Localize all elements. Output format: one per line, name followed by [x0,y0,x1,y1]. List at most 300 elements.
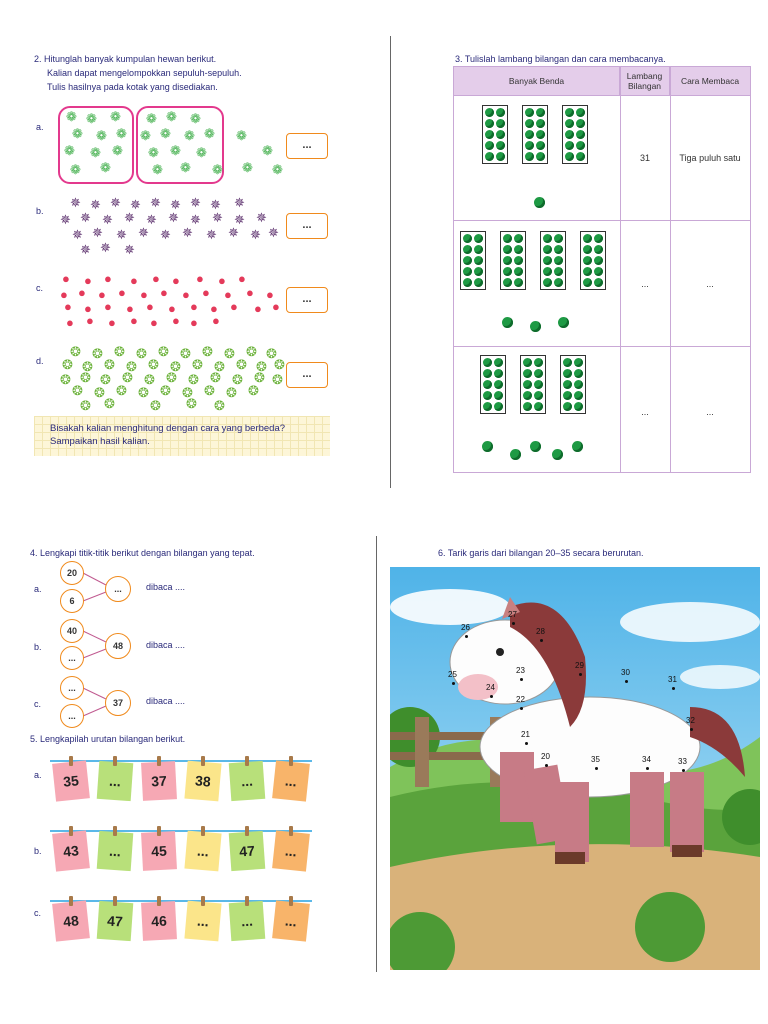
butterfly-icon: ❁ [184,128,195,143]
grasshopper-icon: ❂ [246,344,257,359]
counter-dot [496,152,505,161]
butterfly-icon: ❁ [148,145,159,160]
q2-note-line1: Bisakah kalian menghitung dengan cara yang berbeda? [50,423,286,434]
ant-icon: ✵ [110,195,121,210]
clothespin-icon [201,896,205,906]
counter-dot [485,108,494,117]
row1-symbol: 31 [639,153,650,163]
clothespin-icon [289,896,293,906]
row2-symbol[interactable]: ... [641,279,649,289]
ant-icon: ✵ [210,197,221,212]
connect-dot[interactable] [625,680,628,683]
counter-dot [463,278,472,287]
dot-number: 27 [508,610,517,619]
grasshopper-icon: ❂ [256,359,267,374]
butterfly-icon: ❁ [272,162,283,177]
butterfly-icon: ❁ [112,143,123,158]
grasshopper-icon: ❂ [94,385,105,400]
grasshopper-icon: ❂ [100,372,111,387]
ladybug-icon: ● [182,287,190,302]
counter-dot [514,234,523,243]
clothespin-icon [289,826,293,836]
ant-icon: ✵ [124,210,135,225]
connect-dot[interactable] [465,635,468,638]
single-counter [510,449,521,460]
counter-dot [536,141,545,150]
ladybug-icon: ● [254,301,262,316]
butterfly-icon: ❁ [152,162,163,177]
connect-dot[interactable] [525,742,528,745]
dot-number: 25 [448,670,457,679]
counter-dot [594,278,603,287]
counter-dot [576,108,585,117]
grasshopper-icon: ❂ [82,359,93,374]
butterfly-icon: ❁ [86,111,97,126]
divider-top [390,36,391,488]
header-cara-membaca: Cara Membaca [670,67,750,95]
connect-dot[interactable] [690,728,693,731]
grasshopper-icon: ❂ [274,357,285,372]
clothespin-icon [201,826,205,836]
clothespin-icon [157,826,161,836]
ant-icon: ✵ [100,240,111,255]
number-card: 37 [141,761,177,801]
clothespin-icon [245,756,249,766]
single-counter [534,197,545,208]
counter-dot [565,152,574,161]
butterfly-icon: ❁ [242,160,253,175]
q4a-top: 20 [60,561,84,585]
counter-dot [525,141,534,150]
counter-dot [483,402,492,411]
counter-dot [523,369,532,378]
counter-dot [554,267,563,276]
number-card[interactable]: ... [97,831,134,871]
counter-dot [523,358,532,367]
q4c-bottom[interactable]: ... [60,704,84,728]
row2-reading[interactable]: ... [706,279,714,289]
butterfly-icon: ❁ [196,145,207,160]
ten-frame [522,105,548,164]
connect-dot[interactable] [672,687,675,690]
clothespin-icon [113,826,117,836]
counter-dot [576,141,585,150]
clothesline [50,760,312,762]
ant-icon: ✵ [92,225,103,240]
grasshopper-icon: ❂ [116,383,127,398]
ladybug-icon: ● [150,315,158,330]
butterfly-icon: ❁ [100,160,111,175]
butterfly-icon: ❁ [160,126,171,141]
number-card: 38 [184,761,221,802]
counter-dot [574,391,583,400]
grasshopper-icon: ❂ [248,383,259,398]
number-card: 43 [52,830,90,871]
counter-dot [485,130,494,139]
counter-dot [523,402,532,411]
ant-icon: ✵ [60,212,71,227]
q4b-read[interactable]: dibaca .... [146,640,186,650]
ladybug-icon: ● [152,271,160,286]
counter-dot [496,130,505,139]
counter-dot [503,234,512,243]
counter-dot [565,141,574,150]
ladybug-icon: ● [272,299,280,314]
counter-dot [474,245,483,254]
counter-dot [594,256,603,265]
single-counter [482,441,493,452]
counter-dot [574,380,583,389]
ant-icon: ✵ [130,197,141,212]
butterfly-icon: ❁ [180,160,191,175]
counter-dot [496,108,505,117]
ladybug-icon: ● [172,273,180,288]
counter-dot [594,245,603,254]
q3-title: 3. Tulislah lambang bilangan dan cara membacanya. [455,54,666,64]
counter-dot [503,278,512,287]
connect-dot[interactable] [512,622,515,625]
grasshopper-icon: ❂ [60,372,71,387]
butterfly-icon: ❁ [72,126,83,141]
q4-connector-lines [0,0,300,740]
divider-bottom [376,536,377,972]
ladybug-icon: ● [118,285,126,300]
q2d-label: d. [36,356,44,366]
grasshopper-icon: ❂ [182,385,193,400]
grasshopper-icon: ❂ [188,372,199,387]
q2c-label: c. [36,283,44,293]
grasshopper-icon: ❂ [266,346,277,361]
ladybug-icon: ● [224,287,232,302]
butterfly-icon: ❁ [170,143,181,158]
ten-frame [562,105,588,164]
grasshopper-icon: ❂ [204,383,215,398]
q4b-top: 40 [60,619,84,643]
dot-number: 32 [686,716,695,725]
grasshopper-icon: ❂ [272,372,283,387]
ladybug-icon: ● [230,299,238,314]
counter-dot [563,402,572,411]
q2-line2: Kalian dapat mengelompokkan sepuluh-sepuluh. [47,68,242,78]
ladybug-icon: ● [84,273,92,288]
connect-dot[interactable] [579,673,582,676]
counter-dot [494,358,503,367]
counter-dot [463,234,472,243]
counter-dot [543,267,552,276]
ant-icon: ✵ [256,210,267,225]
counter-dot [576,119,585,128]
counter-dot [503,245,512,254]
connect-dot[interactable] [520,678,523,681]
ten-frame [520,355,546,414]
grasshopper-icon: ❂ [92,346,103,361]
butterfly-icon: ❁ [262,143,273,158]
counter-dot [563,380,572,389]
counter-dot [496,119,505,128]
connect-dot[interactable] [545,764,548,767]
butterfly-icon: ❁ [146,111,157,126]
grasshopper-icon: ❂ [62,357,73,372]
q4a-label: a. [34,584,42,594]
ladybug-icon: ● [126,301,134,316]
ten-frame [482,105,508,164]
grasshopper-icon: ❂ [122,370,133,385]
ladybug-icon: ● [78,285,86,300]
q5a-label: a. [34,770,42,780]
butterfly-icon: ❁ [116,126,127,141]
connect-dot[interactable] [520,707,523,710]
counter-dot [525,108,534,117]
q2-line3: Tulis hasilnya pada kotak yang disediakan. [47,82,218,92]
grasshopper-icon: ❂ [72,383,83,398]
counter-dot [563,369,572,378]
q4c-total: 37 [105,690,131,716]
ladybug-icon: ● [104,271,112,286]
counter-dot [565,108,574,117]
grasshopper-icon: ❂ [158,344,169,359]
ant-icon: ✵ [168,210,179,225]
ant-icon: ✵ [250,227,261,242]
ten-frame [460,231,486,290]
counter-dot [565,130,574,139]
ant-icon: ✵ [268,225,279,240]
ten-frame [580,231,606,290]
ant-icon: ✵ [146,212,157,227]
counter-dot [543,278,552,287]
grasshopper-icon: ❂ [232,372,243,387]
header-lambang-bilangan: Lambang Bilangan [620,67,670,95]
connect-dot[interactable] [682,769,685,772]
dot-number: 30 [621,668,630,677]
grasshopper-icon: ❂ [104,357,115,372]
row3-symbol[interactable]: ... [641,407,649,417]
ant-icon: ✵ [124,242,135,257]
dot-number: 29 [575,661,584,670]
grasshopper-icon: ❂ [180,346,191,361]
counter-dot [583,245,592,254]
q2c-answer-box[interactable]: ... [286,287,328,313]
counter-dot [485,119,494,128]
q4c-top[interactable]: ... [60,676,84,700]
dot-number: 23 [516,666,525,675]
horse-illustration [390,567,760,970]
ladybug-icon: ● [146,299,154,314]
q2b-label: b. [36,206,44,216]
number-card[interactable]: ... [229,761,266,801]
header-banyak-benda: Banyak Benda [454,67,620,95]
single-counter [552,449,563,460]
counter-dot [583,234,592,243]
counter-dot [514,256,523,265]
counter-dot [534,358,543,367]
connect-dot[interactable] [490,695,493,698]
grasshopper-icon: ❂ [254,370,265,385]
number-card[interactable]: ... [272,760,310,801]
q2b-answer-box[interactable]: ... [286,213,328,239]
q2-title: 2. Hitunglah banyak kumpulan hewan berikut. [34,54,217,64]
butterfly-icon: ❁ [204,126,215,141]
ladybug-icon: ● [202,285,210,300]
dot-number: 31 [668,675,677,684]
number-card[interactable]: ... [272,830,310,871]
connect-dot[interactable] [595,767,598,770]
dot-number: 35 [591,755,600,764]
grasshopper-icon: ❂ [136,346,147,361]
ladybug-icon: ● [172,313,180,328]
butterfly-icon: ❁ [140,128,151,143]
counter-dot [583,278,592,287]
dot-number: 20 [541,752,550,761]
ladybug-icon: ● [104,299,112,314]
counter-dot [576,130,585,139]
clothespin-icon [245,826,249,836]
ladybug-icon: ● [62,271,70,286]
counter-dot [576,152,585,161]
grasshopper-icon: ❂ [202,344,213,359]
counter-dot [494,380,503,389]
ladybug-icon: ● [84,301,92,316]
counter-dot [543,256,552,265]
counter-dot [543,245,552,254]
counter-dot [583,267,592,276]
clothespin-icon [157,896,161,906]
counter-dot [594,234,603,243]
counter-dot [474,256,483,265]
butterfly-icon: ❁ [70,162,81,177]
ladybug-icon: ● [246,285,254,300]
ladybug-icon: ● [130,273,138,288]
ant-icon: ✵ [70,195,81,210]
q4a-total[interactable]: ... [105,576,131,602]
row-divider-2 [454,346,750,347]
number-card[interactable]: ... [184,831,221,872]
grasshopper-icon: ❂ [104,396,115,411]
dot-number: 21 [521,730,530,739]
ant-icon: ✵ [116,227,127,242]
clothespin-icon [157,756,161,766]
counter-dot [514,245,523,254]
counter-dot [494,391,503,400]
clothespin-icon [245,896,249,906]
grasshopper-icon: ❂ [214,359,225,374]
q5b-label: b. [34,846,42,856]
number-card: 48 [52,900,90,941]
ant-icon: ✵ [206,227,217,242]
connect-dot[interactable] [646,767,649,770]
butterfly-icon: ❁ [96,128,107,143]
clothesline [50,900,312,902]
q4a-read[interactable]: dibaca .... [146,582,186,592]
ladybug-icon: ● [86,313,94,328]
ant-icon: ✵ [190,195,201,210]
row-divider-1 [454,220,750,221]
counter-dot [485,141,494,150]
ladybug-icon: ● [190,299,198,314]
counter-dot [463,256,472,265]
ladybug-icon: ● [108,315,116,330]
q2-note-line2: Sampaikan hasil kalian. [50,436,150,447]
dot-number: 34 [642,755,651,764]
number-card[interactable]: ... [97,761,134,801]
q2d-answer-box[interactable]: ... [286,362,328,388]
grasshopper-icon: ❂ [80,370,91,385]
ant-icon: ✵ [170,197,181,212]
row1-reading: Tiga puluh satu [679,153,741,163]
counter-dot [494,402,503,411]
q5-title: 5. Lengkapilah urutan bilangan berikut. [30,734,186,744]
clothespin-icon [289,756,293,766]
ladybug-icon: ● [140,287,148,302]
counter-dot [554,245,563,254]
ten-frame [480,355,506,414]
ten-frame [540,231,566,290]
dot-number: 28 [536,627,545,636]
connect-dot[interactable] [452,682,455,685]
q4c-label: c. [34,699,42,709]
clothespin-icon [69,896,73,906]
ladybug-icon: ● [266,287,274,302]
ladybug-icon: ● [64,299,72,314]
number-card: 35 [52,760,90,801]
counter-dot [534,380,543,389]
q2a-label: a. [36,122,44,132]
counter-dot [574,358,583,367]
q4b-bottom[interactable]: ... [60,646,84,670]
single-counter [530,441,541,452]
counter-dot [565,119,574,128]
counter-dot [483,380,492,389]
clothespin-icon [113,756,117,766]
q2a-answer-box[interactable]: ... [286,133,328,159]
number-card[interactable]: ... [229,901,266,941]
ladybug-icon: ● [98,287,106,302]
ant-icon: ✵ [138,225,149,240]
row3-reading[interactable]: ... [706,407,714,417]
counter-dot [554,234,563,243]
counter-dot [536,119,545,128]
ant-icon: ✵ [72,227,83,242]
single-counter [502,317,513,328]
ant-icon: ✵ [150,195,161,210]
counter-dot [534,391,543,400]
counter-dot [525,119,534,128]
q4-title: 4. Lengkapi titik-titik berikut dengan bilangan yang tepat. [30,548,255,558]
q4c-read[interactable]: dibaca .... [146,696,186,706]
connect-dot[interactable] [540,639,543,642]
counter-dot [525,130,534,139]
ten-frame [500,231,526,290]
clothespin-icon [113,896,117,906]
grasshopper-icon: ❂ [114,344,125,359]
number-card[interactable]: ... [184,901,221,942]
counter-dot [503,267,512,276]
counter-dot [514,267,523,276]
grasshopper-icon: ❂ [192,357,203,372]
q6-title: 6. Tarik garis dari bilangan 20–35 secara berurutan. [438,548,644,558]
ant-icon: ✵ [102,212,113,227]
grasshopper-icon: ❂ [144,372,155,387]
ant-icon: ✵ [190,212,201,227]
counter-dot [463,267,472,276]
dot-number: 22 [516,695,525,704]
counter-dot [563,391,572,400]
grasshopper-icon: ❂ [236,357,247,372]
grasshopper-icon: ❂ [160,383,171,398]
number-card[interactable]: ... [272,900,310,941]
counter-dot [514,278,523,287]
counter-dot [543,234,552,243]
ladybug-icon: ● [210,301,218,316]
